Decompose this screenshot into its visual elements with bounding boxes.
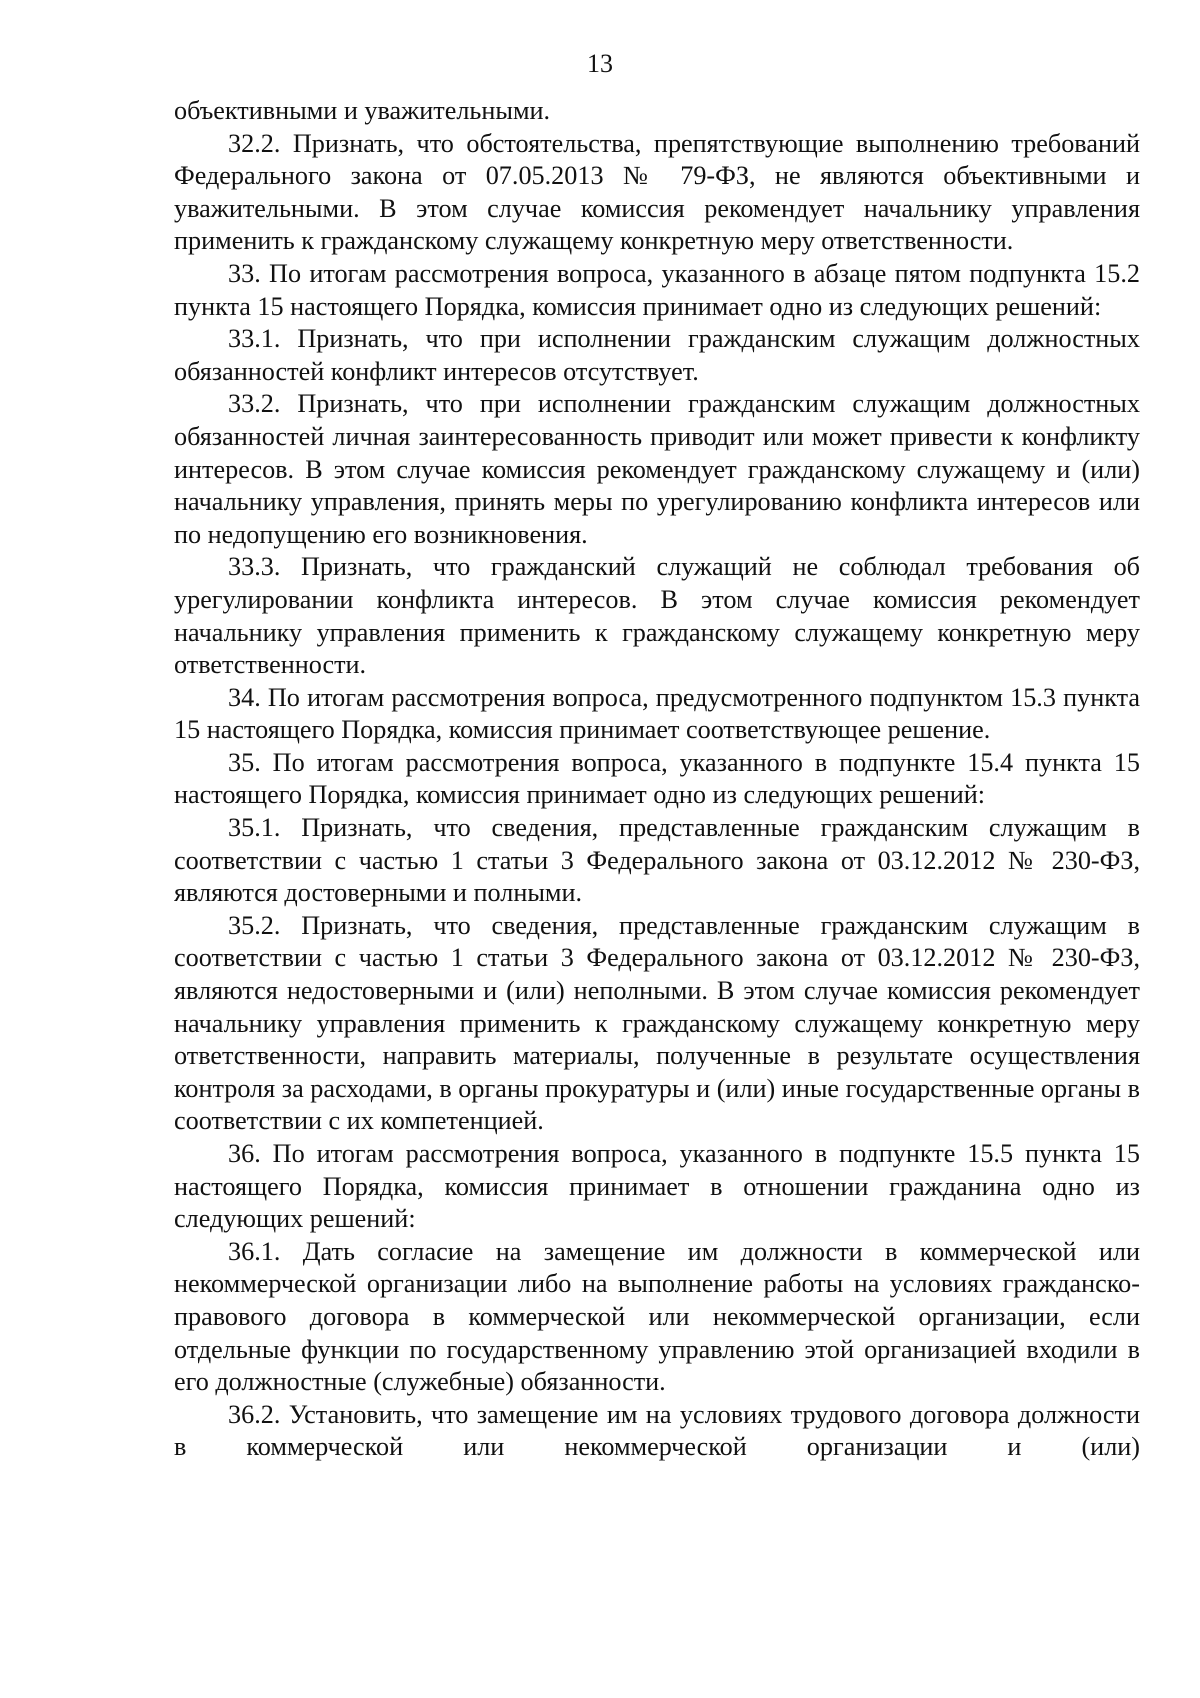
paragraph-33: 33. По итогам рассмотрения вопроса, указанного в абзаце пятом подпункта 15.2 пункта 15 настоящего Порядка, комиссия принимает одно из следующих решений: [174,258,1140,321]
paragraph-36: 36. По итогам рассмотрения вопроса, указанного в подпункте 15.5 пункта 15 настоящего Порядка, комиссия принимает в отношении гражданина одно из следующих решений: [174,1139,1140,1234]
paragraph-35-2: 35.2. Признать, что сведения, представленные гражданским служащим в соответствии с частью 1 статьи 3 Федерального закона от 03.12.2012 № 230-ФЗ, являются недостоверными и (или) неполными. В этом случае комиссия рекомендует начальнику управления применить к гражданскому служащему конкретную меру ответственности, направить материалы, полученные в результате осуществления контроля за расходами, в органы прокуратуры и (или) иные государственные органы в соответствии с их компетенцией. [174,910,1140,1136]
paragraph-34: 34. По итогам рассмотрения вопроса, предусмотренного подпунктом 15.3 пункта 15 настоящего Порядка, комиссия принимает соответствующее решение. [174,682,1140,745]
paragraph-33-3: 33.3. Признать, что гражданский служащий не соблюдал требования об урегулировании конфликта интересов. В этом случае комиссия рекомендует начальнику управления применить к гражданскому служащему конкретную меру ответственности. [174,552,1140,680]
paragraph-33-1: 33.1. Признать, что при исполнении гражданским служащим должностных обязанностей конфликт интересов отсутствует. [174,324,1140,386]
paragraph-35: 35. По итогам рассмотрения вопроса, указанного в подпункте 15.4 пункта 15 настоящего Порядка, комиссия принимает одно из следующих решений: [174,747,1140,810]
paragraph-32-2: 32.2. Признать, что обстоятельства, препятствующие выполнению требований Федерального закона от 07.05.2013 № 79-ФЗ, не являются объективными и уважительными. В этом случае комиссия рекомендует начальнику управления применить к гражданскому служащему конкретную меру ответственности. [174,128,1140,256]
paragraph-35-1: 35.1. Признать, что сведения, представленные гражданским служащим в соответствии с частью 1 статьи 3 Федерального закона от 03.12.2012 № 230-ФЗ, являются достоверными и полными. [174,813,1140,908]
page-number: 13 [587,49,613,78]
document-body [174,95,1140,1464]
paragraph-continuation: объективными и уважительными. [174,96,551,125]
paragraph-36-1: 36.1. Дать согласие на замещение им должности в коммерческой или некоммерческой организации либо на выполнение работы на условиях гражданско-правового договора в коммерческой или некоммерческой организации, если отдельные функции по государственному управлению этой организацией входили в его должностные (служебные) обязанности. [174,1236,1140,1397]
paragraph-33-2: 33.2. Признать, что при исполнении гражданским служащим должностных обязанностей личная заинтересованность приводит или может привести к конфликту интересов. В этом случае комиссия рекомендует гражданскому служащему и (или) начальнику управления, принять меры по урегулированию конфликта интересов или по недопущению его возникновения. [174,389,1140,549]
paragraph-36-2: 36.2. Установить, что замещение им на условиях трудового договора должности в коммерческой или некоммерческой организации и (или) [174,1399,1140,1462]
